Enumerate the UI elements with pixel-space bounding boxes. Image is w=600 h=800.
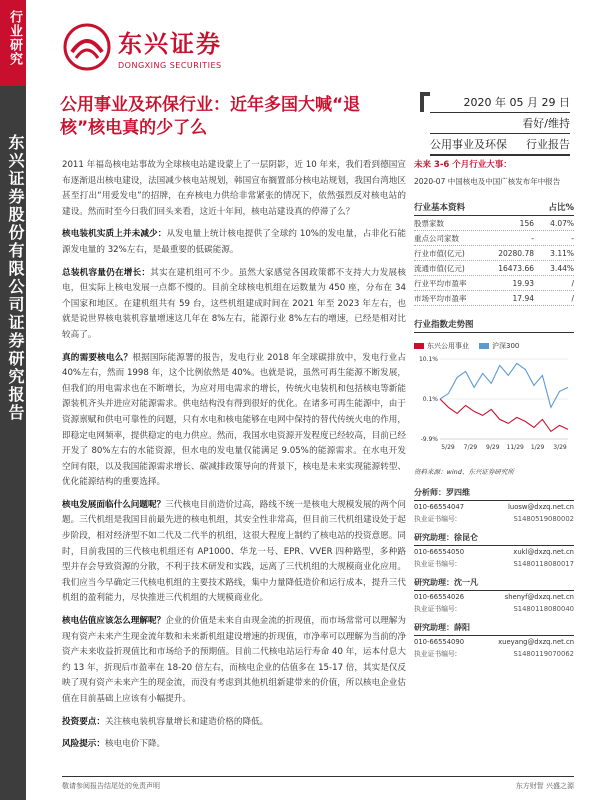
- basics-row: [414, 246, 574, 261]
- contact-right: S1480118080017: [513, 560, 574, 568]
- contact-right: S1480119070062: [513, 650, 574, 658]
- series-line-1: [440, 363, 568, 407]
- y-tick-label: -9.9%: [420, 436, 438, 443]
- paragraph-text: 其实在建机组可不少。虽然大家感觉各国政策都不支持大力发展核电，但实际上核电发展一点都不慢的。目前全球核电机组在运数量为 450 座，分布在 34 个国家和地区。在建机组共有 59 台，这些机组建成时间在 2021 年至 2023 年左右，也就是说世界核电装机容量增速这几年在 8%左右，能源行业 8%左右的增速，已经是相对比较高了。: [62, 267, 406, 340]
- y-tick-label: 10.1%: [418, 356, 438, 363]
- basics-cell-v1: 17.94: [512, 293, 534, 303]
- x-tick-label: 9/29: [486, 444, 500, 451]
- contact-left: 010-66554050: [414, 548, 465, 556]
- paragraph-text: 核电电价下降。: [104, 739, 166, 750]
- basics-cell-v1: 20280.78: [498, 248, 534, 258]
- contact-row: [414, 636, 574, 648]
- basics-cell-v1: 156: [519, 218, 534, 228]
- basics-cell-v1: 19.93: [512, 278, 534, 288]
- paragraph-text: 2011 年福岛核电站事故为全球核电站建设蒙上了一层阴影，近 10 年来，我们看到德国宣布逐渐退出核电建设，法国减少核电站规划，韩国宣布搁置部分核电站规划，我国台湾地区甚至打出“用爱发电”的招牌，在弃核电力供给非常紧张的情况下，依然强烈反对核电站的建设。然而时至今日我们回头来看，这近十年间，核电站建设真的停滞了么？: [62, 160, 406, 217]
- x-tick-label: 5/29: [441, 444, 455, 451]
- logo-en-text: DONGXING SECURITIES: [118, 61, 222, 70]
- contact-role: 研究助理：徐昆仑: [414, 529, 574, 546]
- legend-swatch-csi300: [479, 343, 489, 349]
- basics-cell-k: 行业市值(亿元): [414, 248, 465, 258]
- header-meta: [430, 94, 570, 156]
- basics-cell-v2: /: [571, 278, 574, 288]
- body-paragraph: [62, 715, 406, 731]
- basics-row: [414, 216, 574, 231]
- contact-role: 研究助理：沈一凡: [414, 574, 574, 591]
- basics-cell-v2: -: [571, 233, 574, 243]
- sector-name: 公用事业及环保: [430, 138, 507, 151]
- paragraph-lead: 核电估值应该怎么理解呢？: [62, 616, 166, 627]
- contact-right: xueyang@dxzq.net.cn: [498, 638, 574, 646]
- paragraph-text: 从发电量上统计核电提供了全球约 10%的发电量，占非化石能源发电量的 32%左右，是最重要的低碳能源。: [62, 229, 406, 255]
- sidebar-category: [0, 0, 26, 86]
- x-tick-label: 3/29: [553, 444, 567, 451]
- body-paragraph: [62, 737, 406, 753]
- report-date: 2020 年 05 月 29 日: [430, 94, 570, 113]
- body-paragraph: [62, 266, 406, 344]
- logo-cn-text: 东兴证券: [118, 30, 222, 58]
- contact-left: 执业证书编号:: [414, 605, 458, 613]
- chart-source: 资料来源：wind、东兴证券研究所: [414, 468, 514, 476]
- sidebar-category-label: 行业研究: [7, 10, 22, 66]
- right-column: [414, 158, 574, 660]
- basics-cell-v1: -: [531, 233, 534, 243]
- body-paragraph: [62, 351, 406, 491]
- basics-cell-v1: 16473.66: [498, 263, 534, 273]
- basics-table-header: [414, 201, 574, 216]
- basics-title: 行业基本资料: [414, 203, 466, 213]
- legend-item-sector: [414, 341, 469, 351]
- basics-cell-v2: /: [571, 293, 574, 303]
- contact-role: 研究助理：薛阳: [414, 619, 574, 636]
- basics-cell-k: 重点公司家数: [414, 233, 459, 243]
- outlook-item: 2020-07 中国核电及中国广核发布年中报告: [414, 177, 561, 186]
- y-tick-label: 0.1%: [422, 396, 438, 403]
- contact-right: S1480519080002: [513, 515, 574, 523]
- basics-row: [414, 291, 574, 306]
- x-tick-label: 1/29: [530, 444, 545, 451]
- series-line-0: [440, 399, 568, 431]
- contact-row: [414, 648, 574, 660]
- contact-left: 010-66554026: [414, 593, 465, 601]
- legend-item-csi300: [479, 341, 519, 351]
- contacts-list: [414, 501, 574, 660]
- x-tick-label: 7/29: [463, 444, 478, 451]
- basics-cell-k: 市场平均市盈率: [414, 293, 467, 303]
- basics-cell-v2: 3.11%: [550, 248, 574, 258]
- paragraph-lead: 真的需要核电么？: [62, 352, 133, 363]
- basics-cell-k: 流通市值(亿元): [414, 263, 465, 273]
- contact-right: shenyf@dxzq.net.cn: [504, 593, 574, 601]
- sector-row: [430, 134, 570, 156]
- basics-cell-k: 股票家数: [414, 218, 444, 228]
- main-body: [62, 158, 406, 760]
- contact-row: [414, 546, 574, 558]
- rating: 看好/维持: [430, 113, 570, 134]
- paragraph-text: 关注核电装机容量增长和建造价格的降低。: [104, 716, 269, 727]
- paragraph-lead: 风险提示：: [62, 739, 105, 750]
- body-paragraph: [62, 227, 406, 258]
- legend-swatch-sector: [414, 343, 424, 349]
- basics-row: [414, 276, 574, 291]
- paragraph-lead: 投资要点：: [62, 716, 105, 727]
- corner-mark: [420, 92, 430, 112]
- basics-row: [414, 261, 574, 276]
- page-footer: [62, 776, 574, 791]
- basics-cell-v2: 4.07%: [550, 218, 574, 228]
- contact-row: [414, 591, 574, 603]
- contact-left: 执业证书编号:: [414, 650, 458, 658]
- paragraph-text: 三代核电目前造价过高，路线不统一是核电大规模发展的两个问题。三代机组是我国目前最先进的核电机组，其安全性非常高，但目前三代机组建设处于起步阶段，相对经济型不如二代及二代半的机组，这很大程度上制约了核电站的投资意愿。同时，目前我国的三代核电机组还有 AP1000、华龙一号、EPR、VVER 四种路型，多种路型并存会导致资源的分散，不利于技术研发和实践，远离了三代机组的大规模商业化应用。我们应当今早确定三代核电机组的主要技术路线，集中力量降低造价和运行成本，提升三代机组的盈利能力，尽快推进三代机组的大规模商业化。: [62, 499, 406, 604]
- basics-cell-k: 行业平均市盈率: [414, 278, 467, 288]
- report-title: 公用事业及环保行业：近年多国大喊“退核”核电真的少了么: [60, 95, 361, 138]
- paragraph-lead: 核电装机实质上并未减少：: [62, 229, 167, 240]
- chart-heading: 行业指数走势图: [414, 318, 574, 333]
- paragraph-text: 根据国际能源署的报告，发电行业 2018 年全球碳排放中，发电行业占 40%左右，然而 1998 年，这个比例依然是 40%。也就是说，虽然可再生能源不断发展，但我们的用电需求也在不断增长，为应对用电需求的增长，传统火电装机和包括核电等新能源装机齐头并进应对能源需求。供电结构没有得到很好的优化。在诸多可再生能源中，由于资源禀赋和供电可靠性的问题，只有水电和核电能够在电网中保持的替代传统火电的作用，即稳定电网频率，提供稳定的电力供应。然而，我国水电资源开发程度已经较高，目前已经开发了 80%左右的水能资源，但水电的发电量仅能满足 9.05%的能源需求。在水电开发空间有限，以及我国能源需求增长、碳减排政策导向的背景下，核电是未来实现能源转型、优化能源结构的重要选择。: [62, 352, 406, 488]
- outlook-title: 未来 3-6 个月行业大事：: [414, 160, 512, 170]
- sidebar-company: [0, 86, 26, 800]
- paragraph-lead: 核电发展面临什么问题呢？: [62, 499, 166, 510]
- report-type: 行业报告: [526, 138, 570, 151]
- contact-left: 执业证书编号:: [414, 560, 458, 568]
- contact-right: S1480118080040: [513, 605, 574, 613]
- footer-disclaimer: 敬请参阅报告结尾处的免责声明: [62, 782, 160, 790]
- contact-row: [414, 558, 574, 570]
- legend-label-csi300: 沪深300: [492, 342, 520, 350]
- sidebar-company-label: 东兴证券股份有限公司证券研究报告: [6, 134, 25, 422]
- contact-left: 执业证书编号:: [414, 515, 458, 523]
- x-tick-label: 11/29: [506, 444, 524, 451]
- analyst-contacts: [414, 484, 574, 660]
- paragraph-text: 企业的价值是未来自由现金流的折现值，而市场常常可以理解为现有资产未来产生现金流年数和未来新机组建设增速的折现值，市净率可以理解为当前的净资产未来收益折现值比和市场给予的预期值。目前二代核电站运行寿命 40 年，运本付息大约 13 年，折现后市盈率在 18-20 倍左右，而核电企业的估值多在 15-17 倍，其实是仅反映了现有资产未来产生的现金流，而没有考虑到其他机组新建带来的价值，所以核电企业估值在目前基础上应该有小幅提升。: [62, 616, 406, 704]
- legend-label-sector: 东兴公用事业: [427, 342, 469, 350]
- body-paragraph: [62, 614, 406, 708]
- company-logo: [62, 22, 222, 72]
- basics-cell-v2: 3.44%: [550, 263, 574, 273]
- body-paragraph: [62, 498, 406, 607]
- basics-table: [414, 216, 574, 306]
- body-paragraph: [62, 158, 406, 220]
- contact-right: xukl@dxzq.net.cn: [513, 548, 574, 556]
- contact-left: 010-66554047: [414, 503, 465, 511]
- paragraph-lead: 总装机容量仍在增长：: [62, 267, 151, 278]
- analyst-title: 分析师：罗四维: [414, 484, 574, 501]
- basics-pct-label: 占比%: [548, 203, 574, 213]
- basics-row: [414, 231, 574, 246]
- contact-row: [414, 513, 574, 525]
- contact-row: [414, 501, 574, 513]
- footer-slogan: 东方财智 兴盛之源: [515, 782, 574, 790]
- contact-left: 010-66554090: [414, 638, 465, 646]
- index-trend-chart: [414, 351, 574, 461]
- chart-legend: [414, 341, 574, 351]
- dongxing-logo-icon: [62, 22, 112, 72]
- contact-row: [414, 603, 574, 615]
- contact-right: luosw@dxzq.net.cn: [508, 503, 574, 511]
